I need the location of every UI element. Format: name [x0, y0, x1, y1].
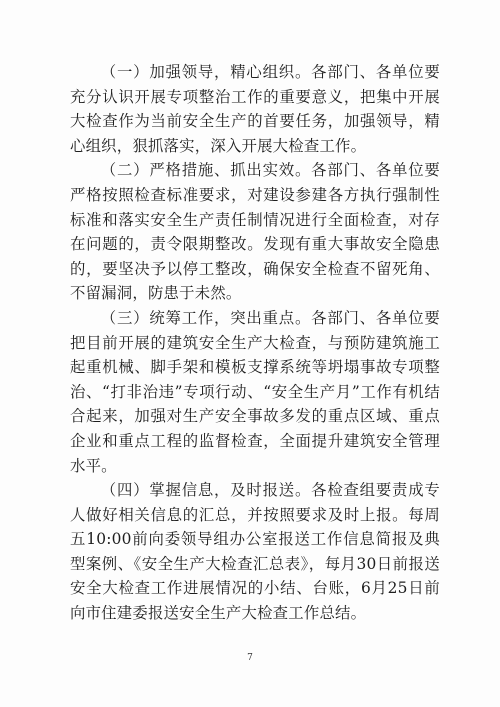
- body-text: [70, 60, 440, 626]
- paragraph-4: （四）掌握信息，及时报送。各检查组要责成专人做好相关信息的汇总，并按照要求及时上报。每周五10:00前向委领导组办公室报送工作信息简报及典型案例、《安全生产大检查汇总表》，每月30日前报送安全大检查工作进展情况的小结、台账，6月25日前向市住建委报送安全生产大检查工作总结。: [70, 481, 440, 623]
- paragraph-1: （一）加强领导，精心组织。各部门、各单位要充分认识开展专项整治工作的重要意义，把集中开展大检查作为当前安全生产的首要任务，加强领导，精心组织，狠抓落实，深入开展大检查工作。: [70, 63, 440, 155]
- paragraph-3: （三）统筹工作，突出重点。各部门、各单位要把目前开展的建筑安全生产大检查，与预防建筑施工起重机械、脚手架和模板支撑系统等坍塌事故专项整治、“打非治违”专项行动、“安全生产月”工作有机结合起来，加强对生产安全事故多发的重点区域、重点企业和重点工程的监督检查，全面提升建筑安全管理水平。: [70, 308, 440, 475]
- page-number: 7: [247, 653, 253, 663]
- paragraph-2: （二）严格措施、抓出实效。各部门、各单位要严格按照检查标准要求，对建设参建各方执行强制性标准和落实安全生产责任制情况进行全面检查，对存在问题的，责令限期整改。发现有重大事故安全隐患的，要坚决予以停工整改，确保安全检查不留死角、不留漏洞，防患于未然。: [70, 161, 440, 303]
